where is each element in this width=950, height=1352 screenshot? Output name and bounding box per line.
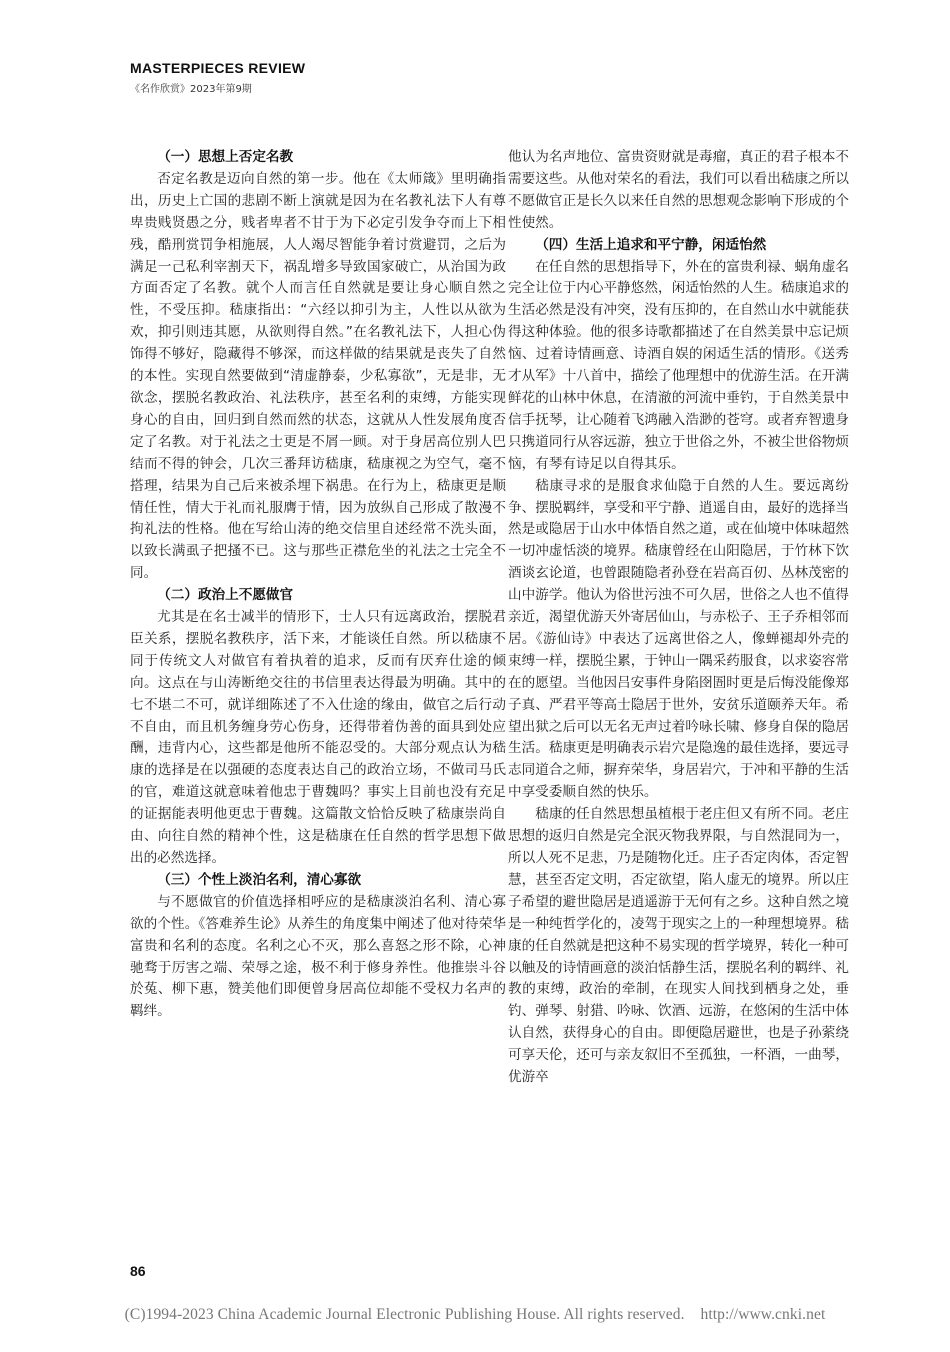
paragraph: 与不愿做官的价值选择相呼应的是嵇康淡泊名利、清心寡欲的个性。《答难养生论》从养生的角度集中阐述了他对待荣华富贵和名利的态度。名利之心不灭，那么喜怒之形不除，心神驰骛于厉害之端、荣辱之途，极不利于修身养性。他推崇斗谷於菟、柳下惠，赞美他们即便曾身居高位却能不受权力名声的羁绊。 bbox=[130, 893, 506, 1020]
section-heading-3: （三）个性上淡泊名利，清心寡欲 bbox=[157, 871, 362, 888]
paragraph: 在任自然的思想指导下，外在的富贵利禄、蜗角虚名完全让位于内心平静悠然，闲适怡然的人生。嵇康追求的生活必然是没有冲突，没有压抑的，在自然山水中就能获得这种体验。他的很多诗歌都描述了在自然美景中忘记烦恼、过着诗情画意、诗酒自娱的闲适生活的情形。《送秀才从军》十八首中，描绘了他理想中的优游生活。在开满鲜花的山林中休息，在清澈的河流中垂钓，于自然美景中信手抚琴，让心随着飞鸿融入浩渺的苍穹。或者弃智遗身只携道同行从容远游，独立于世俗之外，不被尘世俗物烦恼，有琴有诗足以自得其乐。 bbox=[508, 258, 849, 472]
paragraph: 否定名教是迈向自然的第一步。他在《太师箴》里明确指出，历史上亡国的悲剧不断上演就是因为在名教礼法下人有尊卑贵贱贤愚之分，贱者卑者不甘于为下必定引发争夺而上下相残，酷刑赏罚争相施展，人人竭尽智能争着讨赏避罚，之后为满足一己私利宰割天下，祸乱增多导致国家破亡，从治国为政方面否定了名教。就个人而言任自然就是要让身心顺自然之性，不受压抑。嵇康指出：“六经以抑引为主，人性以从欲为欢，抑引则违其愿，从欲则得自然。”在名教礼法下，人担心伪饰得不够好，隐藏得不够深，而这样做的结果就是丧失了自然的本性。实现自然要做到“清虚静泰，少私寡欲”，无是非，无欲念，摆脱名教政治、礼法秩序，甚至名利的束缚，方能实现身心的自由，回归到自然而然的状态，这就从人性发展角度否定了名教。对于礼法之士更是不屑一顾。对于身居高位别人巴结而不得的钟会，几次三番拜访嵇康，嵇康视之为空气，毫不搭理，结果为自己后来被杀埋下祸患。在行为上，嵇康更是顺情任性，情大于礼而礼服膺于情，因为放纵自己形成了散漫不拘礼法的性格。他在写给山涛的绝交信里自述经常不洗头面，以致长满虱子把搔不已。这与那些正襟危坐的礼法之士完全不同。 bbox=[130, 170, 506, 582]
section-heading-2: （二）政治上不愿做官 bbox=[157, 587, 294, 604]
paragraph-continued: 他认为名声地位、富贵资财就是毒瘤，真正的君子根本不需要这些。从他对荣名的看法，我们可以看出嵇康之所以不愿做官正是长久以来任自然的思想观念影响下形成的个性使然。 bbox=[508, 149, 849, 231]
paragraph: 嵇康的任自然思想虽植根于老庄但又有所不同。老庄思想的返归自然是完全泯灭物我界限，与自然混同为一，所以人死不足悲，乃是随物化迁。庄子否定肉体，否定智慧，甚至否定文明，否定欲望，陷人虚无的境界。所以庄子希望的避世隐居是逍遥游于无何有之乡。这种自然之境是一种纯哲学化的，凌驾于现实之上的一种理想境界。嵇康的任自然就是把这种不易实现的哲学境界，转化一种可以触及的诗情画意的淡泊恬静生活，摆脱名利的羁绊、礼教的束缚，政治的牵制，在现实人间找到栖身之处，垂钓、弹琴、射猎、吟咏、饮酒、远游，在悠闲的生活中体认自然，获得身心的自由。即便隐居避世，也是子孙萦绕可享天伦，还可与亲友叙旧不至孤独，一杯酒，一曲琴，优游卒 bbox=[508, 806, 849, 1086]
paragraph: 嵇康寻求的是服食求仙隐于自然的人生。要远离纷争、摆脱羁绊，享受和平宁静、逍遥自由，最好的选择当然是或隐居于山水中体悟自然之道，或在仙境中体味超然一切冲虚恬淡的境界。嵇康曾经在山阳隐居，于竹林下饮酒谈玄论道，也曾跟随隐者孙登在岩高百仞、丛林茂密的山中游学。他认为俗世污浊不可久居，世俗之人也不值得亲近，渴望优游天外寄居仙山，与赤松子、王子乔相邻而居。《游仙诗》中表达了远离世俗之人，像蝉褪却外壳的束缚一样，摆脱尘累，于钟山一隅采药服食，以求姿容常在的愿望。当他因吕安事件身陷囹圄时更是后悔没能像郑子真、严君平等高士隐居于世外，安贫乐道颐养天年。希望出狱之后可以无名无声过着吟咏长啸、修身自保的隐居生活。嵇康更是明确表示岩穴是隐逸的最佳选择，要远寻志同道合之师，摒弃荣华，身居岩穴，于冲和平静的生活中享受委顺自然的快乐。 bbox=[508, 477, 849, 801]
right-column bbox=[508, 147, 849, 1089]
section-heading-1: （一）思想上否定名教 bbox=[157, 149, 294, 165]
journal-title: MASTERPIECES REVIEW bbox=[130, 60, 306, 76]
left-column bbox=[130, 147, 506, 1023]
section-heading-4: （四）生活上追求和平宁静，闲适怡然 bbox=[535, 236, 767, 253]
page-number: 86 bbox=[130, 1263, 146, 1279]
copyright-notice: (C)1994-2023 China Academic Journal Electronic Publishing House. All rights reserved. http://www.cnki.net bbox=[124, 1306, 826, 1323]
paragraph: 尤其是在名士减半的情形下，士人只有远离政治，摆脱君臣关系，摆脱名教秩序，活下来，才能谈任自然。所以嵇康不同于传统文人对做官有着执着的追求，反而有厌弃仕途的倾向。这点在与山涛断绝交往的书信里表达得最为明确。其中的七不堪二不可，就详细陈述了不入仕途的缘由，做官之后行动不自由，而且机务缠身劳心伤身，还得带着伪善的面具到处应酬，违背内心，这些都是他所不能忍受的。大部分观点认为嵇康的选择是在以强硬的态度表达自己的政治立场，不做司马氏的官，难道这就意味着他忠于曹魏吗？事实上目前也没有充足的证据能表明他更忠于曹魏。这篇散文恰恰反映了嵇康崇尚自由、向往自然的精神个性，这是嵇康在任自然的哲学思想下做出的必然选择。 bbox=[130, 609, 506, 866]
journal-issue: 《名作欣赏》2023年第9期 bbox=[130, 84, 252, 95]
